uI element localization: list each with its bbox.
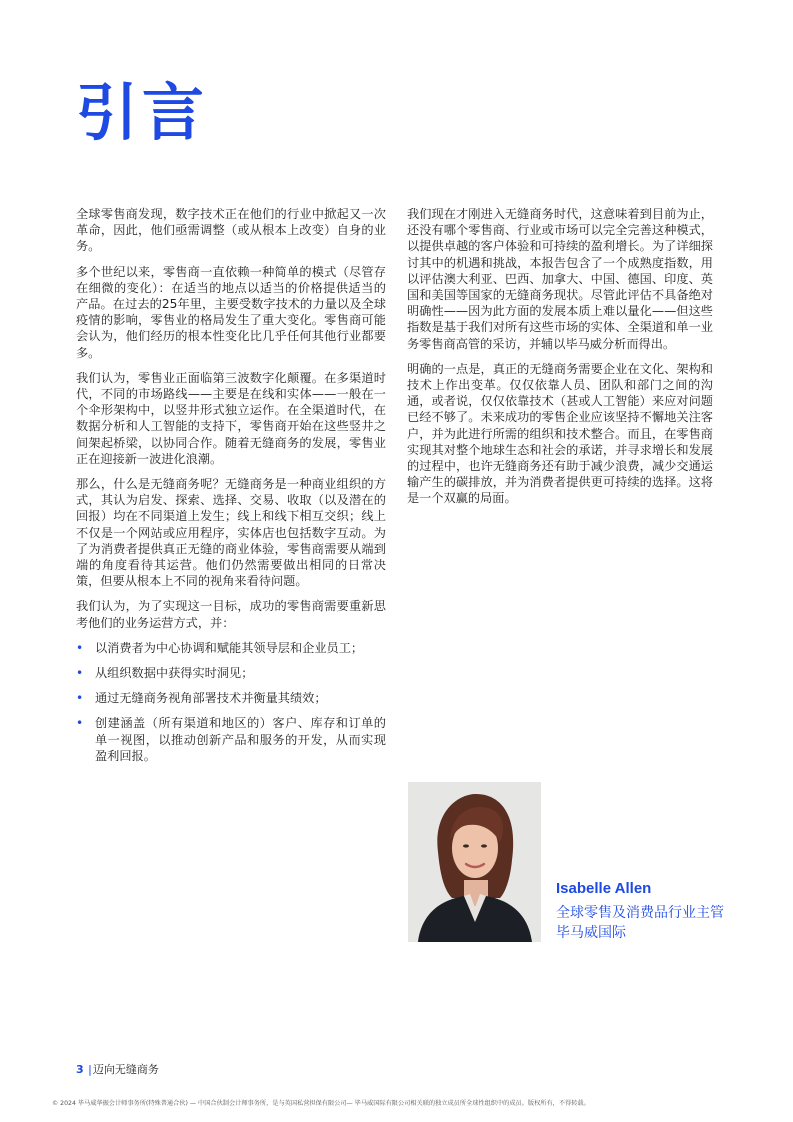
page-footer [76, 1061, 159, 1077]
bullet-list [76, 640, 386, 764]
copyright-notice: © 2024 毕马威华振会计师事务所(特殊普通合伙) — 中国合伙制会计师事务所，是与英国私营担保有限公司— 毕马威国际有限公司相关联的独立成员所全球性组织中的成员。版权所有，不得转载。 [52, 1100, 590, 1107]
list-item: • 从组织数据中获得实时洞见； [76, 665, 386, 681]
author-organization: 毕马威国际 [556, 925, 626, 941]
footer-section-title: 迈向无缝商务 [92, 1063, 159, 1076]
paragraph: 我们现在才刚进入无缝商务时代，这意味着到目前为止，还没有哪个零售商、行业或市场可以完全完善这种模式，以提供卓越的客户体验和可持续的盈利增长。为了详细探讨其中的机遇和挑战，本报告包含了一个成熟度指数，用以评估澳大利亚、巴西、加拿大、中国、德国、印度、英国和美国等国家的无缝商务现状。尽管此评估不具备绝对明确性——因为此方面的发展本质上难以量化——但这些指数是基于我们对所有这些市场的实体、全渠道和单一业务零售商高管的采访，并辅以毕马威分析而得出。 [407, 207, 713, 351]
paragraph: 我们认为，零售业正面临第三波数字化颠覆。在多渠道时代，不同的市场路线——主要是在线和实体——一般在一个伞形架构中，以竖井形式独立运作。在全渠道时代，在数据分析和人工智能的支持下，零售商开始在这些竖井之间架起桥梁，以协同合作。随着无缝商务的发展，零售业正在迎接新一波进化浪潮。 [76, 370, 386, 466]
author-name: Isabelle Allen [556, 880, 652, 897]
list-item: • 创建涵盖（所有渠道和地区的）客户、库存和订单的单一视图，以推动创新产品和服务的开发，从而实现盈利回报。 [76, 715, 386, 764]
paragraph: 我们认为，为了实现这一目标，成功的零售商需要重新思考他们的业务运营方式，并： [76, 599, 386, 630]
paragraph: 多个世纪以来，零售商一直依赖一种简单的模式（尽管存在细微的变化）：在适当的地点以适当的价格提供适当的产品。在过去的25年里，主要受数字技术的力量以及全球疫情的影响，零售业的格局发生了重大变化。零售商可能会认为，他们经历的根本性变化比几乎任何其他行业都要多。 [76, 264, 386, 360]
list-item: • 通过无缝商务视角部署技术并衡量其绩效； [76, 690, 386, 706]
paragraph: 明确的一点是，真正的无缝商务需要企业在文化、架构和技术上作出变革。仅仅依靠人员、团队和部门之间的沟通，或者说，仅仅依靠技术（甚或人工智能）来应对问题已经不够了。未来成功的零售企业应该坚持不懈地关注客户，并为此进行所需的组织和技术整合。而且，在零售商实现其对整个地球生态和社会的承诺，并寻求增长和发展的过程中，也许无缝商务还有助于减少浪费，减少交通运输产生的碳排放，并为消费者提供更可持续的选择。这将是一个双赢的局面。 [407, 361, 713, 506]
list-item: • 以消费者为中心协调和赋能其领导层和企业员工； [76, 640, 386, 656]
author-role: 全球零售及消费品行业主管 [556, 905, 724, 921]
paragraph: 全球零售商发现，数字技术正在他们的行业中掀起又一次革命，因此，他们亟需调整（或从根本上改变）自身的业务。 [76, 207, 386, 254]
author-photo [408, 782, 541, 942]
footer-separator: | [88, 1063, 92, 1076]
page-number: 3 [76, 1063, 84, 1076]
left-column [76, 206, 386, 773]
right-column [407, 206, 713, 516]
paragraph: 那么，什么是无缝商务呢？无缝商务是一种商业组织的方式，其认为启发、探索、选择、交易、收取（以及潜在的回报）均在不同渠道上发生；线上和线下相互交织；线上不仅是一个网站或应用程序，实体店也包括数字互动。为了为消费者提供真正无缝的商业体验，零售商需要从端到端的角度看待其运营。他们仍然需要做出相同的日常决策，但要从根本上不同的视角来看待问题。 [76, 477, 386, 589]
portrait-image [408, 782, 541, 942]
page-title: 引言 [76, 76, 209, 149]
